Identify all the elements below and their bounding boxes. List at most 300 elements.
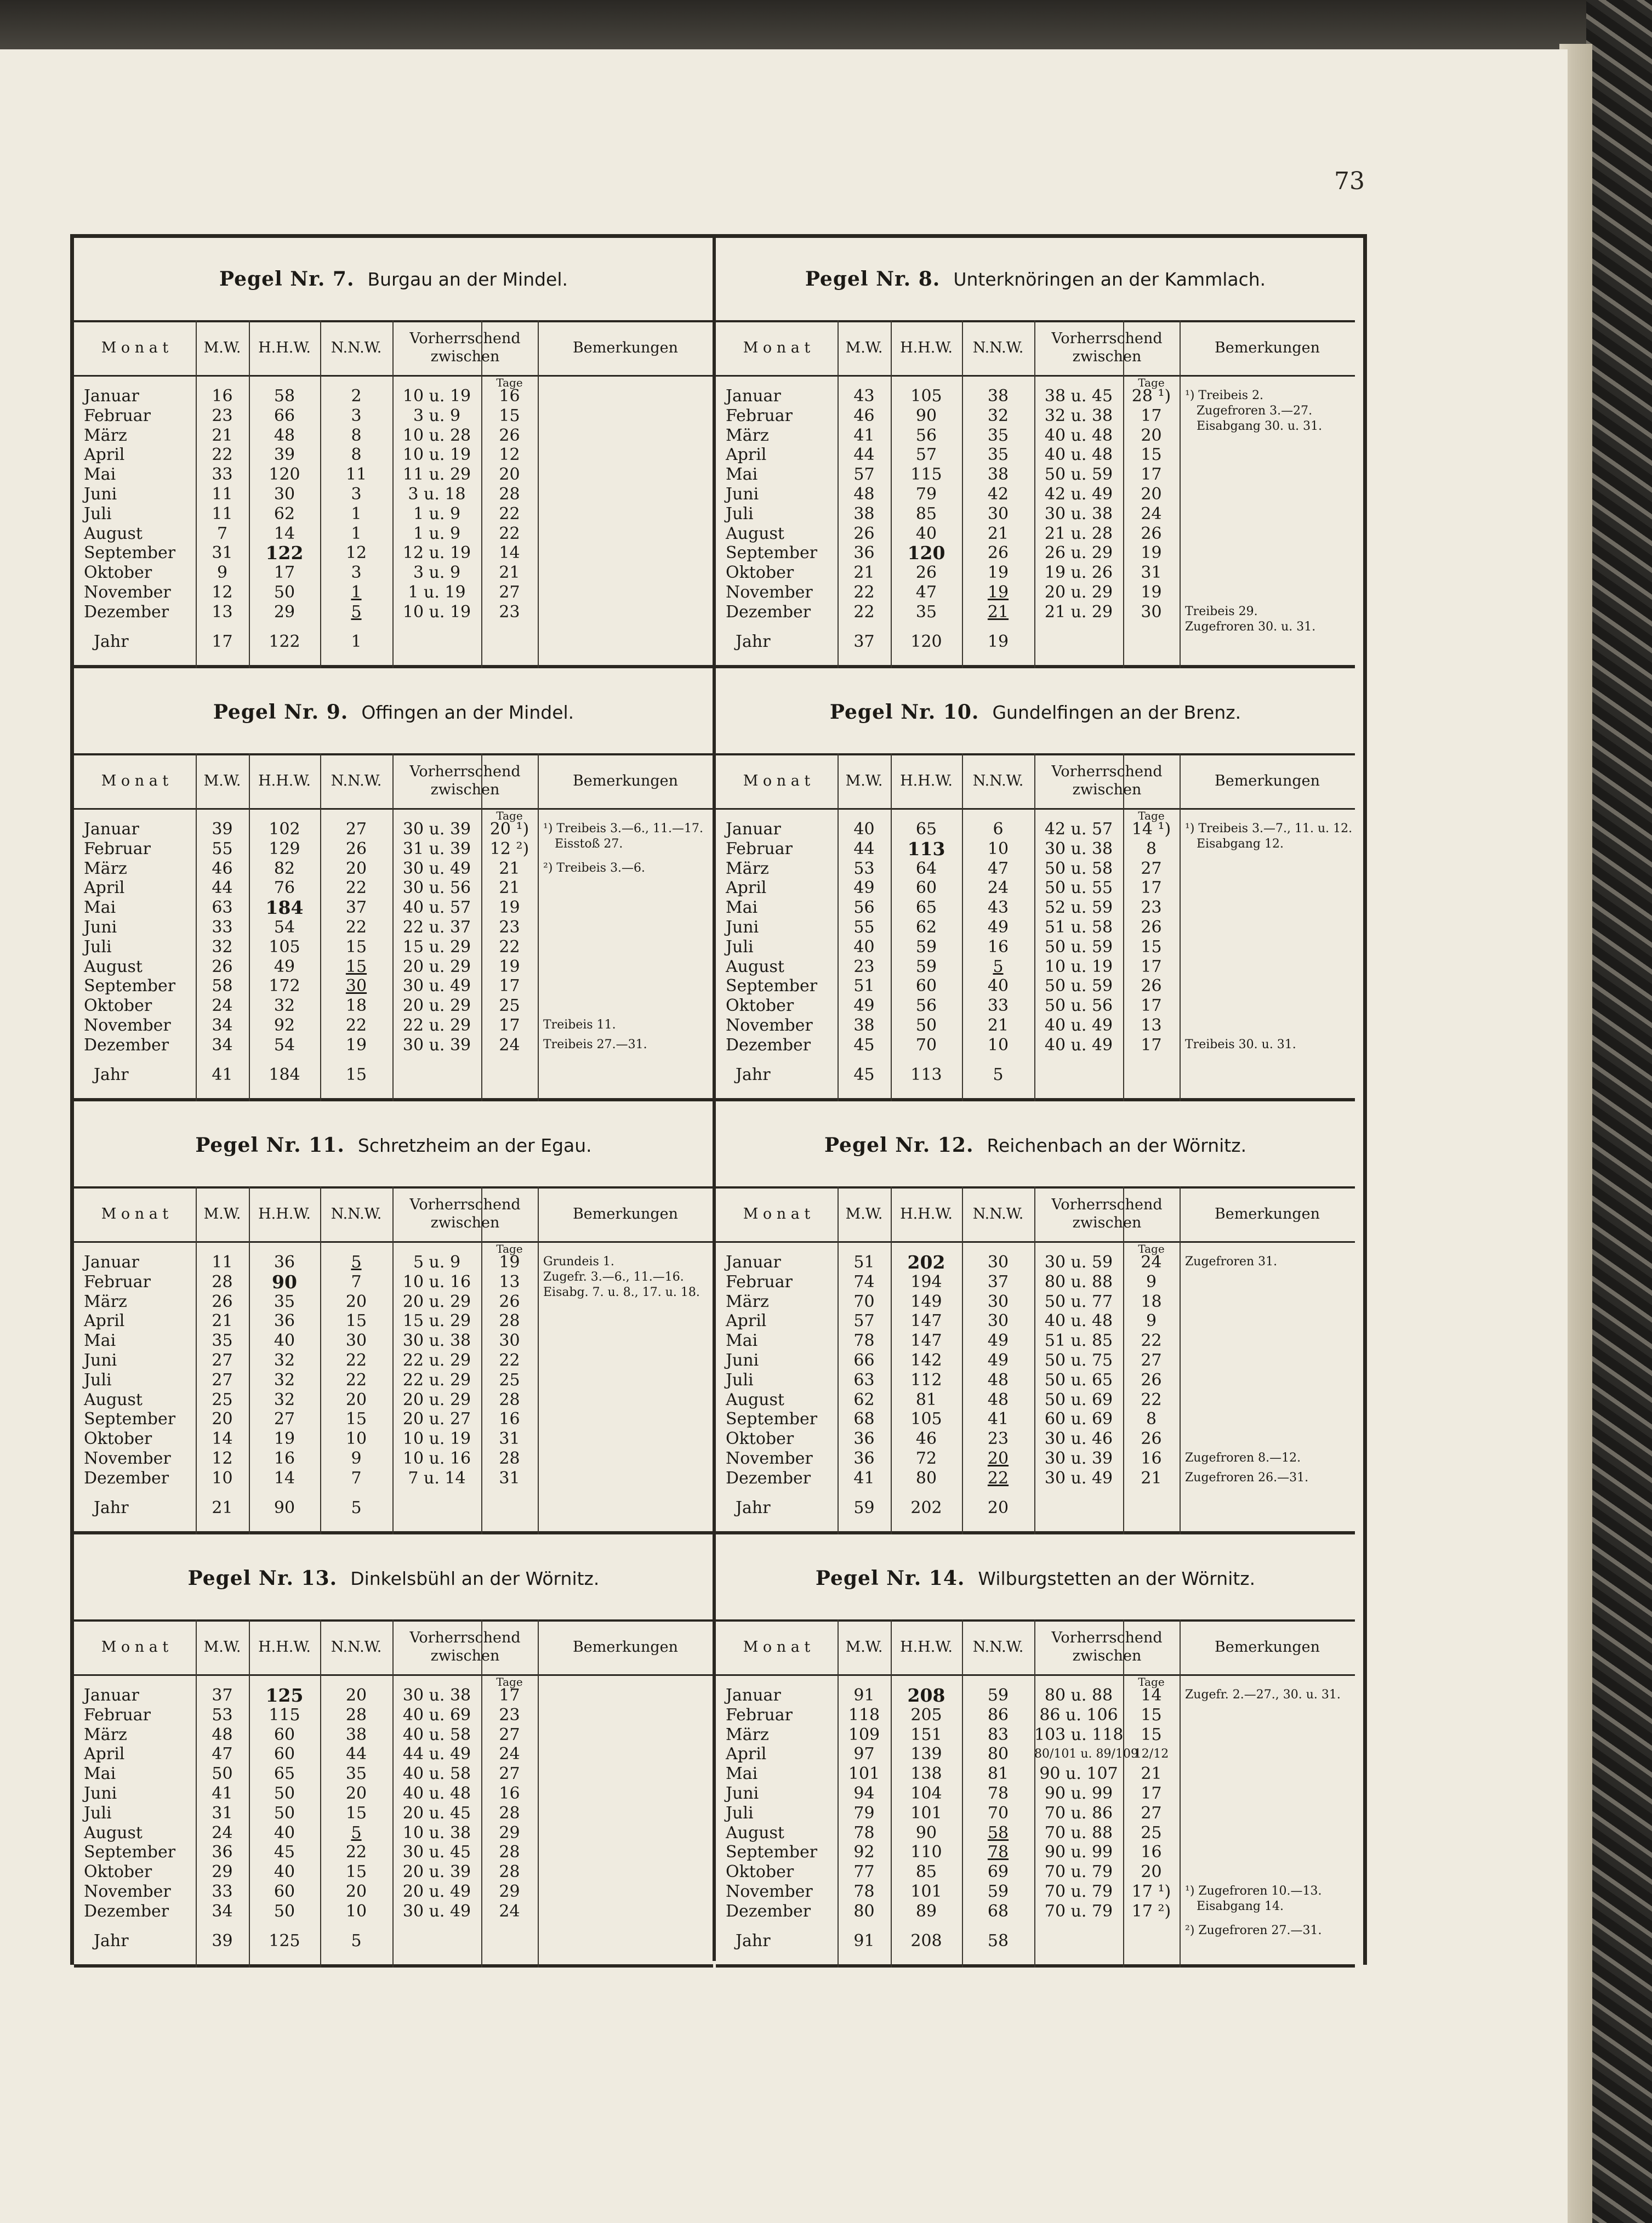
cell-vorherrschend: 42 u. 49 bbox=[1044, 485, 1113, 504]
cell-monat: Januar bbox=[84, 386, 139, 406]
cell-tage: 12/12 bbox=[1133, 1747, 1169, 1761]
column-header-bemerkungen: Bemerkungen bbox=[1214, 772, 1320, 789]
cell-hhw: 40 bbox=[274, 1862, 295, 1882]
cell-monat: Februar bbox=[726, 406, 793, 425]
remark: ²) Zugefroren 27.—31. bbox=[1185, 1923, 1322, 1937]
cell-nnw: 28 bbox=[345, 1705, 367, 1725]
cell-nnw: 47 bbox=[987, 859, 1009, 878]
cell-monat: Mai bbox=[726, 1331, 758, 1351]
cell-hhw: 149 bbox=[910, 1292, 942, 1311]
jahr-label: Jahr bbox=[94, 632, 129, 651]
cell-vorherrschend: 10 u. 19 bbox=[402, 445, 471, 465]
cell-vorherrschend: 51 u. 85 bbox=[1044, 1331, 1113, 1351]
table-bottom-rule bbox=[716, 1531, 1355, 1534]
cell-hhw: 66 bbox=[274, 406, 295, 425]
cell-nnw: 26 bbox=[987, 543, 1009, 563]
cell-hhw: 40 bbox=[274, 1823, 295, 1843]
column-header-vorherrschend: Vorherrschend zwischen bbox=[1051, 1196, 1163, 1231]
cell-mw: 28 bbox=[212, 1272, 233, 1292]
cell-hhw: 40 bbox=[915, 524, 937, 543]
cell-tage: 16 bbox=[1141, 1449, 1162, 1468]
cell-hhw: 65 bbox=[915, 820, 937, 839]
column-header-bemerkungen: Bemerkungen bbox=[572, 1205, 679, 1223]
cell-tage: 24 bbox=[1141, 1253, 1162, 1272]
cell-monat: Januar bbox=[726, 386, 781, 406]
cell-vorherrschend: 1 u. 9 bbox=[413, 504, 461, 524]
cell-tage: 16 bbox=[499, 386, 520, 406]
cell-hhw: 36 bbox=[274, 1253, 295, 1272]
cell-monat: Dezember bbox=[84, 1468, 169, 1488]
column-header-monat: M o n a t bbox=[101, 772, 169, 789]
cell-nnw: 38 bbox=[987, 386, 1009, 406]
cell-hhw: 14 bbox=[274, 1468, 295, 1488]
cell-vorherrschend: 80 u. 88 bbox=[1044, 1272, 1113, 1292]
cell-tage: 22 bbox=[499, 524, 520, 543]
column-header-hhw: H.H.W. bbox=[900, 1638, 953, 1656]
cell-mw: 38 bbox=[853, 504, 875, 524]
remark: ¹) Treibeis 2. Zugefroren 3.—27. Eisabgang 30. u. 31. bbox=[1185, 389, 1323, 433]
cell-vorherrschend: 52 u. 59 bbox=[1044, 898, 1113, 918]
cell-tage: 18 bbox=[1141, 1292, 1162, 1311]
cell-tage: 14 bbox=[499, 543, 520, 563]
cell-monat: April bbox=[84, 878, 125, 898]
cell-nnw: 7 bbox=[351, 1272, 362, 1292]
cell-vorherrschend: 51 u. 58 bbox=[1044, 918, 1113, 937]
cell-mw: 26 bbox=[212, 1292, 233, 1311]
cell-mw: 25 bbox=[212, 1390, 233, 1409]
cell-mw: 22 bbox=[853, 602, 875, 622]
cell-mw: 49 bbox=[853, 996, 875, 1016]
cell-monat: September bbox=[726, 1409, 818, 1429]
cell-tage: 13 bbox=[1141, 1016, 1162, 1035]
cell-vorherrschend: 30 u. 49 bbox=[1044, 1468, 1113, 1488]
cell-hhw: 50 bbox=[274, 1901, 295, 1921]
pegel-number: Pegel Nr. 10. bbox=[829, 701, 979, 724]
column-header-bemerkungen: Bemerkungen bbox=[1214, 1638, 1320, 1656]
column-header-monat: M o n a t bbox=[101, 339, 169, 356]
cell-vorherrschend: 10 u. 19 bbox=[402, 386, 471, 406]
remark: ¹) Treibeis 3.—7., 11. u. 12. Eisabgang 12. bbox=[1185, 822, 1353, 851]
cell-tage: 17 bbox=[499, 1016, 520, 1035]
cell-tage: 15 bbox=[1141, 445, 1162, 465]
cell-hhw: 72 bbox=[915, 1449, 937, 1468]
cell-nnw: 16 bbox=[987, 937, 1009, 957]
cell-monat: Dezember bbox=[726, 1901, 811, 1921]
jahr-mw: 21 bbox=[212, 1498, 233, 1517]
cell-monat: Juni bbox=[726, 918, 759, 937]
cell-monat: August bbox=[726, 1390, 784, 1409]
cell-tage: 17 ¹) bbox=[1131, 1882, 1171, 1901]
cell-nnw: 8 bbox=[351, 425, 362, 445]
cell-hhw: 120 bbox=[907, 542, 945, 564]
cell-nnw: 22 bbox=[345, 918, 367, 937]
cell-vorherrschend: 86 u. 106 bbox=[1039, 1705, 1118, 1725]
cell-monat: Oktober bbox=[726, 563, 794, 583]
cell-vorherrschend: 22 u. 29 bbox=[402, 1351, 471, 1370]
cell-nnw: 22 bbox=[345, 1016, 367, 1035]
cell-hhw: 14 bbox=[274, 524, 295, 543]
cell-hhw: 50 bbox=[274, 1803, 295, 1823]
cell-tage: 25 bbox=[1141, 1823, 1162, 1843]
cell-tage: 17 bbox=[1141, 1035, 1162, 1055]
cell-nnw: 7 bbox=[351, 1468, 362, 1488]
table-bottom-rule bbox=[74, 1964, 713, 1968]
cell-tage: 25 bbox=[499, 996, 520, 1016]
cell-nnw: 44 bbox=[345, 1744, 367, 1764]
cell-tage: 25 bbox=[499, 1370, 520, 1390]
cell-monat: März bbox=[84, 1725, 127, 1744]
book-top-edge bbox=[0, 0, 1652, 52]
cell-vorherrschend: 40 u. 48 bbox=[1044, 425, 1113, 445]
column-header-vorherrschend: Vorherrschend zwischen bbox=[409, 1629, 521, 1664]
column-header-bemerkungen: Bemerkungen bbox=[572, 1638, 679, 1656]
cell-hhw: 60 bbox=[915, 976, 937, 996]
cell-nnw: 2 bbox=[351, 386, 362, 406]
cell-hhw: 65 bbox=[274, 1764, 295, 1784]
pegel-location: Schretzheim an der Egau. bbox=[357, 1134, 592, 1156]
column-header-mw: M.W. bbox=[203, 1205, 241, 1223]
cell-nnw: 41 bbox=[987, 1409, 1009, 1429]
cell-nnw: 30 bbox=[987, 1253, 1009, 1272]
cell-nnw: 59 bbox=[987, 1686, 1009, 1705]
cell-tage: 19 bbox=[499, 898, 520, 918]
cell-vorherrschend: 10 u. 19 bbox=[402, 1429, 471, 1449]
cell-mw: 13 bbox=[212, 602, 233, 622]
cell-nnw: 49 bbox=[987, 1351, 1009, 1370]
pegel-number: Pegel Nr. 7. bbox=[219, 268, 355, 291]
cell-mw: 23 bbox=[212, 406, 233, 425]
cell-vorherrschend: 30 u. 38 bbox=[1044, 504, 1113, 524]
cell-mw: 26 bbox=[212, 957, 233, 976]
cell-nnw: 20 bbox=[345, 1390, 367, 1409]
cell-mw: 51 bbox=[853, 976, 875, 996]
jahr-label: Jahr bbox=[736, 1065, 771, 1084]
column-header-nnw: N.N.W. bbox=[972, 1205, 1024, 1223]
cell-hhw: 82 bbox=[274, 859, 295, 878]
cell-nnw: 43 bbox=[987, 898, 1009, 918]
cell-tage: 9 bbox=[1146, 1272, 1157, 1292]
cell-nnw: 3 bbox=[351, 406, 362, 425]
cell-monat: November bbox=[726, 1016, 813, 1035]
cell-hhw: 120 bbox=[269, 465, 300, 485]
cell-mw: 41 bbox=[212, 1784, 233, 1803]
cell-hhw: 62 bbox=[274, 504, 295, 524]
jahr-mw: 37 bbox=[853, 632, 875, 651]
column-header-hhw: H.H.W. bbox=[900, 772, 953, 789]
cell-hhw: 202 bbox=[907, 1252, 945, 1273]
cell-mw: 9 bbox=[217, 563, 228, 583]
cell-monat: Oktober bbox=[84, 563, 152, 583]
cell-monat: Juli bbox=[726, 937, 754, 957]
cell-monat: Januar bbox=[726, 820, 781, 839]
cell-monat: April bbox=[726, 878, 767, 898]
pegel-location: Gundelfingen an der Brenz. bbox=[992, 701, 1241, 723]
cell-nnw: 86 bbox=[987, 1705, 1009, 1725]
cell-monat: Juni bbox=[726, 485, 759, 504]
cell-hhw: 50 bbox=[274, 1784, 295, 1803]
cell-monat: März bbox=[726, 425, 769, 445]
cell-vorherrschend: 31 u. 39 bbox=[402, 839, 471, 859]
cell-mw: 29 bbox=[212, 1862, 233, 1882]
cell-tage: 22 bbox=[499, 937, 520, 957]
cell-nnw: 18 bbox=[345, 996, 367, 1016]
cell-monat: Juni bbox=[726, 1351, 759, 1370]
cell-mw: 20 bbox=[212, 1409, 233, 1429]
cell-nnw: 37 bbox=[987, 1272, 1009, 1292]
pegel-number: Pegel Nr. 11. bbox=[195, 1134, 345, 1157]
cell-mw: 24 bbox=[212, 1823, 233, 1843]
cell-tage: 27 bbox=[1141, 859, 1162, 878]
cell-hhw: 58 bbox=[274, 386, 295, 406]
cell-tage: 19 bbox=[499, 957, 520, 976]
cell-mw: 56 bbox=[853, 898, 875, 918]
header-divider bbox=[716, 808, 1355, 810]
jahr-label: Jahr bbox=[736, 1931, 771, 1951]
cell-mw: 57 bbox=[853, 465, 875, 485]
cell-nnw: 22 bbox=[345, 1351, 367, 1370]
cell-tage: 17 bbox=[1141, 957, 1162, 976]
cell-tage: 28 bbox=[499, 1843, 520, 1862]
cell-monat: März bbox=[726, 1292, 769, 1311]
cell-hhw: 79 bbox=[915, 485, 937, 504]
cell-vorherrschend: 21 u. 29 bbox=[1044, 602, 1113, 622]
cell-nnw: 20 bbox=[345, 1686, 367, 1705]
cell-nnw: 49 bbox=[987, 1331, 1009, 1351]
remark: Treibeis 11. bbox=[543, 1018, 616, 1032]
cell-nnw: 1 bbox=[351, 524, 362, 543]
jahr-hhw: 184 bbox=[269, 1065, 300, 1084]
cell-monat: Oktober bbox=[726, 996, 794, 1016]
cell-monat: Mai bbox=[84, 465, 116, 485]
cell-tage: 28 bbox=[499, 1803, 520, 1823]
cell-monat: März bbox=[84, 425, 127, 445]
jahr-mw: 45 bbox=[853, 1065, 875, 1084]
cell-hhw: 208 bbox=[907, 1685, 945, 1706]
cell-nnw: 30 bbox=[987, 1292, 1009, 1311]
cell-hhw: 32 bbox=[274, 1351, 295, 1370]
cell-monat: Juni bbox=[84, 1784, 117, 1803]
cell-vorherrschend: 20 u. 27 bbox=[402, 1409, 471, 1429]
cell-nnw: 49 bbox=[987, 918, 1009, 937]
remark: Treibeis 27.—31. bbox=[543, 1037, 647, 1051]
cell-mw: 118 bbox=[848, 1705, 880, 1725]
cell-mw: 7 bbox=[217, 524, 228, 543]
cell-nnw: 21 bbox=[987, 1016, 1009, 1035]
remark: Treibeis 29. Zugefroren 30. u. 31. bbox=[1185, 604, 1316, 634]
cell-mw: 53 bbox=[853, 859, 875, 878]
cell-mw: 78 bbox=[853, 1882, 875, 1901]
cell-tage: 26 bbox=[1141, 1370, 1162, 1390]
cell-nnw: 6 bbox=[993, 820, 1004, 839]
remark: Grundeis 1. Zugefr. 3.—6., 11.—16. Eisabg. 7. u. 8., 17. u. 18. bbox=[543, 1255, 700, 1299]
cell-vorherrschend: 70 u. 79 bbox=[1044, 1862, 1113, 1882]
cell-monat: August bbox=[726, 524, 784, 543]
cell-mw: 26 bbox=[853, 524, 875, 543]
cell-vorherrschend: 3 u. 9 bbox=[413, 563, 461, 583]
cell-mw: 36 bbox=[853, 1429, 875, 1449]
cell-hhw: 101 bbox=[910, 1882, 942, 1901]
cell-tage: 31 bbox=[1141, 563, 1162, 583]
cell-vorherrschend: 20 u. 49 bbox=[402, 1882, 471, 1901]
cell-tage: 24 bbox=[1141, 504, 1162, 524]
pegel-table bbox=[716, 1537, 1355, 1968]
pegel-table bbox=[74, 671, 713, 1101]
cell-vorherrschend: 40 u. 49 bbox=[1044, 1016, 1113, 1035]
cell-nnw: 27 bbox=[345, 820, 367, 839]
column-header-mw: M.W. bbox=[845, 772, 883, 789]
book-cover-marbled bbox=[1586, 0, 1652, 2223]
cell-tage: 14 ¹) bbox=[1131, 820, 1171, 839]
pegel-heading bbox=[716, 1537, 1355, 1622]
cell-vorherrschend: 5 u. 9 bbox=[413, 1253, 461, 1272]
cell-vorherrschend: 20 u. 39 bbox=[402, 1862, 471, 1882]
cell-monat: September bbox=[726, 543, 818, 563]
cell-vorherrschend: 70 u. 88 bbox=[1044, 1823, 1113, 1843]
column-header-monat: M o n a t bbox=[743, 772, 811, 789]
cell-hhw: 105 bbox=[269, 937, 300, 957]
cell-monat: November bbox=[726, 583, 813, 602]
cell-mw: 58 bbox=[212, 976, 233, 996]
cell-tage: 14 bbox=[1141, 1686, 1162, 1705]
cell-mw: 35 bbox=[212, 1331, 233, 1351]
cell-tage: 17 bbox=[1141, 996, 1162, 1016]
cell-monat: Dezember bbox=[726, 602, 811, 622]
cell-mw: 31 bbox=[212, 543, 233, 563]
cell-monat: August bbox=[84, 1823, 143, 1843]
pegel-table bbox=[716, 1104, 1355, 1534]
cell-hhw: 26 bbox=[915, 563, 937, 583]
cell-mw: 62 bbox=[853, 1390, 875, 1409]
cell-tage: 21 bbox=[499, 563, 520, 583]
cell-mw: 44 bbox=[853, 445, 875, 465]
cell-vorherrschend: 11 u. 29 bbox=[402, 465, 471, 485]
cell-hhw: 205 bbox=[910, 1705, 942, 1725]
cell-monat: November bbox=[726, 1449, 813, 1468]
column-header-hhw: H.H.W. bbox=[258, 772, 311, 789]
cell-vorherrschend: 20 u. 29 bbox=[402, 1390, 471, 1409]
cell-tage: 17 bbox=[1141, 406, 1162, 425]
cell-hhw: 59 bbox=[915, 957, 937, 976]
cell-monat: April bbox=[726, 445, 767, 465]
cell-vorherrschend: 50 u. 69 bbox=[1044, 1390, 1113, 1409]
cell-tage: 20 bbox=[1141, 485, 1162, 504]
cell-tage: 17 bbox=[499, 1686, 520, 1705]
cell-hhw: 19 bbox=[274, 1429, 295, 1449]
table-bottom-rule bbox=[74, 665, 713, 668]
column-header-vorherrschend: Vorherrschend zwischen bbox=[409, 330, 521, 365]
cell-monat: Februar bbox=[84, 406, 151, 425]
cell-vorherrschend: 30 u. 39 bbox=[1044, 1449, 1113, 1468]
cell-mw: 11 bbox=[212, 1253, 233, 1272]
cell-tage: 23 bbox=[499, 1705, 520, 1725]
cell-monat: März bbox=[726, 1725, 769, 1744]
cell-monat: März bbox=[726, 859, 769, 878]
cell-vorherrschend: 40 u. 69 bbox=[402, 1705, 471, 1725]
jahr-hhw: 90 bbox=[274, 1498, 295, 1517]
remark: ¹) Zugefroren 10.—13. Eisabgang 14. bbox=[1185, 1884, 1322, 1913]
cell-tage: 15 bbox=[1141, 1705, 1162, 1725]
column-header-hhw: H.H.W. bbox=[900, 339, 953, 356]
cell-mw: 21 bbox=[853, 563, 875, 583]
cell-nnw: 15 bbox=[345, 1862, 367, 1882]
column-header-bemerkungen: Bemerkungen bbox=[1214, 339, 1320, 356]
cell-hhw: 50 bbox=[274, 583, 295, 602]
cell-vorherrschend: 50 u. 58 bbox=[1044, 859, 1113, 878]
cell-hhw: 102 bbox=[269, 820, 300, 839]
cell-nnw: 70 bbox=[987, 1803, 1009, 1823]
jahr-label: Jahr bbox=[736, 1498, 771, 1517]
cell-hhw: 32 bbox=[274, 996, 295, 1016]
cell-hhw: 56 bbox=[915, 996, 937, 1016]
cell-hhw: 48 bbox=[274, 425, 295, 445]
pegel-number: Pegel Nr. 14. bbox=[815, 1567, 965, 1590]
cell-nnw: 20 bbox=[345, 1784, 367, 1803]
cell-hhw: 54 bbox=[274, 1035, 295, 1055]
cell-nnw: 35 bbox=[345, 1764, 367, 1784]
cell-vorherrschend: 80 u. 88 bbox=[1044, 1686, 1113, 1705]
cell-monat: Februar bbox=[84, 839, 151, 859]
cell-mw: 34 bbox=[212, 1016, 233, 1035]
cell-vorherrschend: 3 u. 9 bbox=[413, 406, 461, 425]
cell-nnw: 40 bbox=[987, 976, 1009, 996]
cell-hhw: 40 bbox=[274, 1331, 295, 1351]
cell-vorherrschend: 40 u. 48 bbox=[1044, 445, 1113, 465]
cell-monat: Juli bbox=[84, 937, 112, 957]
cell-monat: Mai bbox=[84, 1764, 116, 1784]
jahr-mw: 17 bbox=[212, 632, 233, 651]
cell-tage: 26 bbox=[1141, 976, 1162, 996]
pegel-heading bbox=[74, 671, 713, 755]
cell-mw: 51 bbox=[853, 1253, 875, 1272]
column-header-mw: M.W. bbox=[845, 1205, 883, 1223]
cell-nnw: 22 bbox=[987, 1468, 1009, 1488]
cell-monat: Mai bbox=[84, 1331, 116, 1351]
cell-nnw: 78 bbox=[987, 1784, 1009, 1803]
jahr-hhw: 122 bbox=[269, 632, 300, 651]
cell-vorherrschend: 10 u. 19 bbox=[402, 602, 471, 622]
cell-tage: 22 bbox=[499, 1351, 520, 1370]
cell-vorherrschend: 50 u. 59 bbox=[1044, 937, 1113, 957]
column-header-bemerkungen: Bemerkungen bbox=[572, 772, 679, 789]
cell-hhw: 16 bbox=[274, 1449, 295, 1468]
jahr-mw: 41 bbox=[212, 1065, 233, 1084]
cell-mw: 24 bbox=[212, 996, 233, 1016]
cell-tage: 15 bbox=[499, 406, 520, 425]
column-header-nnw: N.N.W. bbox=[331, 339, 382, 356]
cell-nnw: 59 bbox=[987, 1882, 1009, 1901]
cell-hhw: 35 bbox=[915, 602, 937, 622]
cell-monat: Juli bbox=[726, 1803, 754, 1823]
cell-vorherrschend: 90 u. 107 bbox=[1039, 1764, 1118, 1784]
cell-mw: 40 bbox=[853, 937, 875, 957]
cell-vorherrschend: 40 u. 57 bbox=[402, 898, 471, 918]
remark: Zugefroren 8.—12. bbox=[1185, 1451, 1301, 1465]
cell-tage: 28 bbox=[499, 1862, 520, 1882]
jahr-hhw: 113 bbox=[910, 1065, 942, 1084]
jahr-nnw: 58 bbox=[987, 1931, 1009, 1951]
cell-nnw: 20 bbox=[345, 859, 367, 878]
cell-monat: Juni bbox=[726, 1784, 759, 1803]
cell-nnw: 68 bbox=[987, 1901, 1009, 1921]
cell-nnw: 19 bbox=[987, 583, 1009, 602]
cell-tage: 19 bbox=[499, 1253, 520, 1272]
cell-mw: 27 bbox=[212, 1370, 233, 1390]
cell-hhw: 172 bbox=[269, 976, 300, 996]
cell-mw: 43 bbox=[853, 386, 875, 406]
pegel-table bbox=[716, 238, 1355, 668]
cell-hhw: 125 bbox=[265, 1685, 304, 1706]
cell-mw: 46 bbox=[212, 859, 233, 878]
